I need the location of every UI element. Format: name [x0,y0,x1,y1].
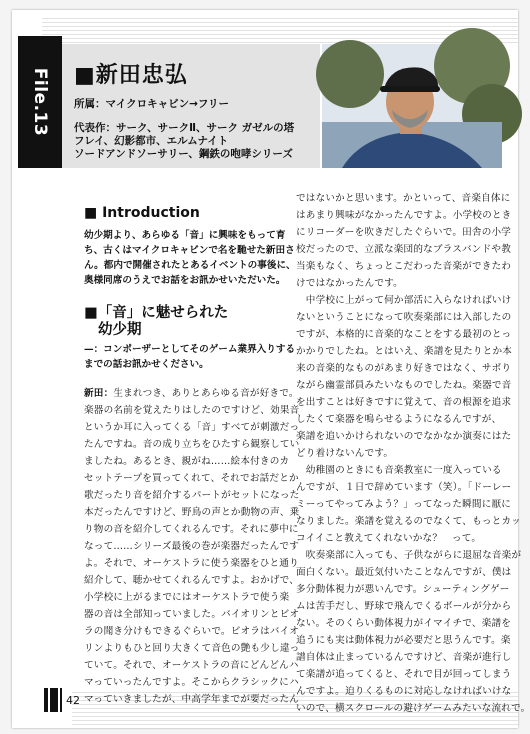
body-line: かかりでしたね。とはいえ、楽譜を見たりとか本 [296,346,513,357]
body-line: ながら幽霊部員みたいなものでしたね。楽器で音 [296,380,512,391]
introduction-heading: ■ Introduction [84,205,200,221]
intro-line: ち、古くはマイクロキャビンで名を馳せた新田さ [84,245,295,256]
file-number-label: File.13 [30,67,50,137]
page-number-marker [44,688,64,712]
body-line: 校だったので、立派な楽団的なブラスバンドや教 [296,244,511,255]
body-line: ではないかと思います。かといって、音楽自体に [296,193,511,204]
body-line: 歌だったり音を紹介するパートがセットになった [84,490,300,501]
body-line: マっていきましたが、中高学年までが要だったん [84,694,300,705]
works-line: ソードアンドソーサリー、鋼鉄の咆哮シリーズ [74,148,293,160]
body-line: んですが、１日で辞めています（笑）。「ドーレー [296,482,512,493]
body-line: ないということになって吹奏楽部には入部したの [296,312,512,323]
portrait-illustration [322,44,502,168]
body-line: 中学校に上がって何か部活に入らなければいけ [296,295,512,306]
body-line: セットテープを買ってくれて、それでお話だとか [84,473,299,484]
body-line: というか耳に入ってくる「音」すべてが刺激だっ [84,422,300,433]
body-line: 譜自体は止まっているんですけど、音楽が進行し [296,652,512,663]
profile-name: ■新田忠弘 [74,63,188,88]
body-line: リンよりもひと回り大きくて音色の艶も少し違っ [84,643,300,654]
body-column-right [296,190,530,717]
profile-affiliation: 所属：マイクロキャビン→フリー [74,98,229,110]
body-line: 楽器の名前を覚えたりはしたのですけど、効果音 [84,405,300,416]
intro-line: 奥様同席のうえでお話をお訊かせいただいた。 [84,275,286,286]
body-line: 吹奏楽部に入っても、子供ながらに退屈な音楽が [296,550,522,561]
body-line: いので、横スクロールの避けゲームみたいな流れで。 [296,703,530,714]
body-line: にリコーダーを吹きだしたぐらいで。田舎の小学 [296,227,512,238]
page-number: 42 [66,694,80,707]
body-line: て楽譜が追ってくると、それで目が回ってしまう [296,669,512,680]
body-line: 本だったんですけど、野鳥の声とか動物の声、乗 [84,507,300,518]
body-line: ない。そのくらい動体視力がイマイチで、楽譜を [296,618,512,629]
body-line: ムは苦手だし、野球で飛んでくるボールが分から [296,601,512,612]
works-line: フレイ、幻影都市、エルムナイト [74,135,229,147]
section-heading-line: ■「音」に魅せられた [84,305,229,321]
body-line: ましたね。あるとき、親がね……絵本付きのカ [84,456,290,467]
body-line: なって……シリーズ最後の巻が楽器だったんです [84,541,299,552]
question-line: までの話お訊かせください。 [84,359,209,370]
body-line: なりました。楽譜を覚えるのでなくて、もっとカッ [296,516,521,527]
body-line: はあまり興味がなかったんですよ。小学校のとき [296,210,512,221]
body-line: 面白くない。最近気付いたことなんですが、僕は [296,567,512,578]
body-line: 器の音は全部知っていました。バイオリンとビオ [84,609,300,620]
body-line: マっていったんですよ。そこからクラシックにハ [84,677,299,688]
speaker-label: 新田： [84,388,114,399]
body-line: ミーってやってみよう？」ってなった瞬間に厭に [296,499,512,510]
body-line: ですが、本格的に音楽的なことをする最初のとっ [296,329,512,340]
introduction-text [84,228,296,288]
section-heading-line: 幼少期 [98,322,142,338]
body-line: コイイこと教えてくれないかな？ って。 [296,533,482,544]
question-line: —：コンポーザーとしてそのゲーム業界入りする [84,344,296,355]
body-line: 追うにも実は動体視力が必要だと思うんです。楽 [296,635,511,646]
body-line: 当楽もなく、ちょっとこだわった音楽ができたわ [296,261,512,272]
body-line: どり着けないんです。 [296,448,394,459]
profile-works [74,122,320,161]
body-line: 来の音楽的なものがあまり好きではなく、サボり [296,363,512,374]
body-line: ていて。それで、オーケストラの音にどんどんハ [84,660,299,671]
body-line: けではなかったんです。 [296,278,403,289]
body-line: 紹介して、聴かせてくれるんですよ。おかげで、 [84,575,300,586]
section-heading [84,305,284,339]
body-line: したくて楽器を鳴らせるようになるんですが、 [296,414,502,425]
body-line: ラの聞き分けもできるぐらいで。ビオラはバイオ [84,626,299,637]
body-line: 多分動体視力が悪いんです。シューティングゲー [296,584,510,595]
portrait-photo [322,44,502,168]
body-line: 楽譜を追いかけられないのでなかなか演奏にはた [296,431,512,442]
works-line: 代表作：サーク、サークⅡ、サーク ガゼルの塔 [74,122,295,134]
intro-line: 幼少期より、あらゆる「音」に興味をもって育 [84,230,286,241]
body-line-text: 生まれつき、ありとあらゆる音が好きで。 [113,388,299,399]
file-number-tab [18,36,62,168]
body-line: を出すことは好きですに覚えて、音の根源を追求 [296,397,512,408]
body-line: よ。それで、オーケストラに使う楽器をひと通り [84,558,299,569]
body-line: 幼稚園のときにも音楽教室に一度入っている [296,465,502,476]
body-line: んですよ。迫りくるものに対応しなければいけな [296,686,512,697]
body-line: り物の音を紹介してくれるんです。それに夢中に [84,524,299,535]
body-line: たんですね。音の成り立ちをひたすら観察してい [84,439,300,450]
body-line: 小学校に上がるまでにはオーケストラで使う楽 [84,592,290,603]
body-column-left [84,385,300,708]
body-line [84,385,299,402]
interview-question [84,342,296,372]
intro-line: ん。都内で開催されたとあるイベントの事後に、 [84,260,296,271]
